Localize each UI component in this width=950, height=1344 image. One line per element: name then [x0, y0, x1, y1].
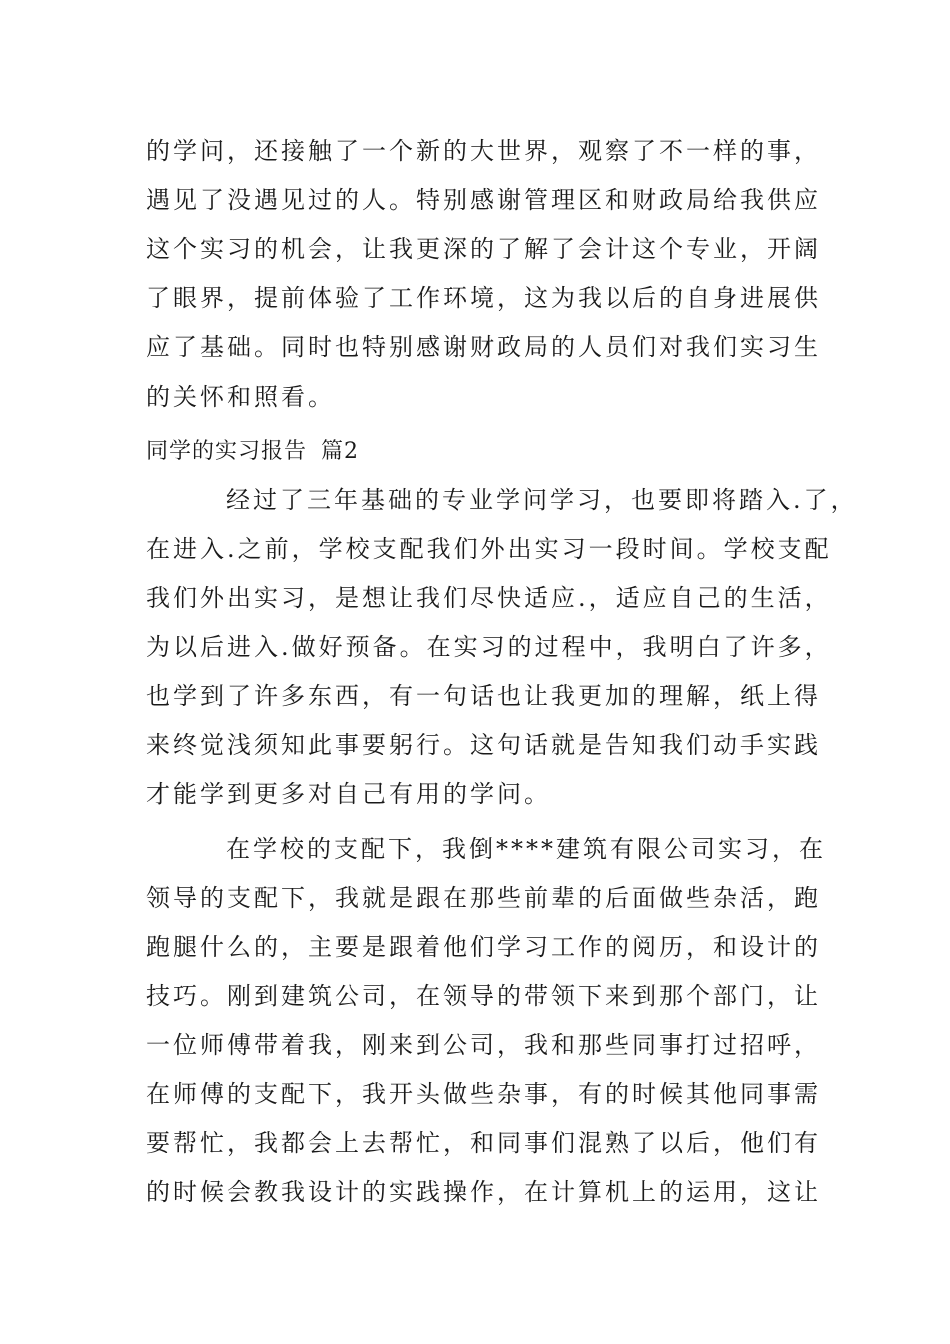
paragraph-line: 应了基础。同时也特别感谢财政局的人员们对我们实习生: [146, 333, 821, 361]
paragraph-line: 了眼界，提前体验了工作环境，这为我以后的自身进展供: [146, 284, 821, 312]
section-title: 同学的实习报告: [146, 439, 308, 464]
paragraph-line: 在学校的支配下，我倒****建筑有限公司实习，在: [226, 835, 826, 863]
paragraph-line: 经过了三年基础的专业学问学习，也要即将踏入.了，: [226, 486, 858, 514]
paragraph-line: 我们外出实习，是想让我们尽快适应.，适应自己的生活，: [146, 584, 832, 612]
paragraph-line: 遇见了没遇见过的人。特别感谢管理区和财政局给我供应: [146, 186, 821, 214]
paragraph-line: 的关怀和照看。: [146, 383, 335, 411]
paragraph-line: 也学到了许多东西，有一句话也让我更加的理解，纸上得: [146, 682, 821, 710]
paragraph-line: 的时候会教我设计的实践操作，在计算机上的运用，这让: [146, 1178, 821, 1206]
paragraph-line: 跑腿什么的，主要是跟着他们学习工作的阅历，和设计的: [146, 933, 821, 961]
paragraph-line: 为以后进入.做好预备。在实习的过程中，我明白了许多，: [146, 633, 832, 661]
paragraph-line: 来终觉浅须知此事要躬行。这句话就是告知我们动手实践: [146, 731, 821, 759]
paragraph-line: 在进入.之前，学校支配我们外出实习一段时间。学校支配: [146, 535, 832, 563]
paragraph-line: 领导的支配下，我就是跟在那些前辈的后面做些杂活，跑: [146, 884, 821, 912]
paragraph-line: 在师傅的支配下，我开头做些杂事，有的时候其他同事需: [146, 1080, 821, 1108]
section-number: 篇2: [321, 439, 360, 464]
paragraph-line: 这个实习的机会，让我更深的了解了会计这个专业，开阔: [146, 235, 821, 263]
paragraph-line: 才能学到更多对自己有用的学问。: [146, 780, 551, 808]
section-heading: [146, 437, 359, 467]
paragraph-line: 一位师傅带着我，刚来到公司，我和那些同事打过招呼，: [146, 1031, 821, 1059]
paragraph-line: 的学问，还接触了一个新的大世界，观察了不一样的事，: [146, 137, 821, 165]
paragraph-line: 要帮忙，我都会上去帮忙，和同事们混熟了以后，他们有: [146, 1129, 821, 1157]
paragraph-line: 技巧。刚到建筑公司，在领导的带领下来到那个部门，让: [146, 982, 821, 1010]
